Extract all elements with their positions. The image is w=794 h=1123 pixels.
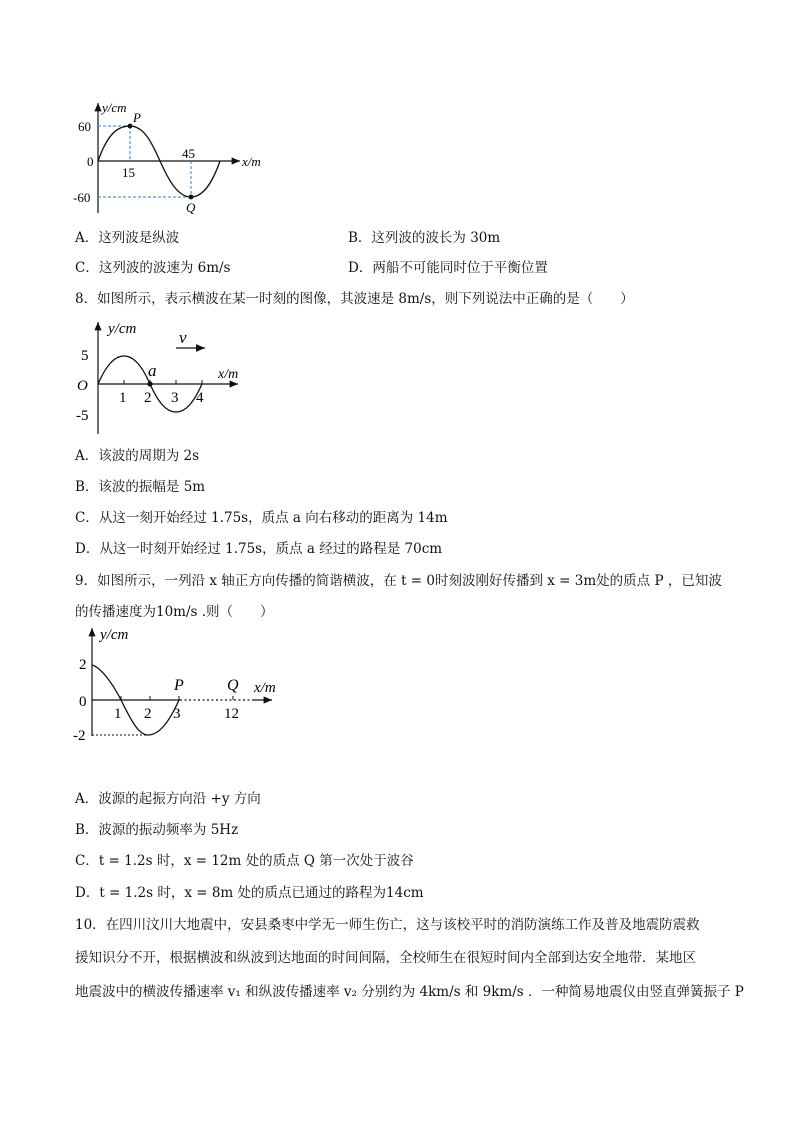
- tick-45: 45: [182, 146, 195, 161]
- q10-line2: 援知识分不开，根据横波和纵波到达地面的时间间隔，全校师生在很短时间内全部到达安全地带．某地区: [75, 950, 696, 966]
- q8-option-a: A．该波的周期为 2s: [75, 448, 200, 464]
- tick-0: 0: [87, 154, 94, 169]
- label-p: P: [174, 677, 184, 694]
- tick-x12: 12: [224, 706, 239, 722]
- label-a: a: [148, 361, 157, 380]
- wave-figure-q7: [70, 95, 280, 220]
- q9-option-b: B．波源的振动频率为 5Hz: [75, 822, 239, 838]
- tick-x2: 2: [144, 706, 152, 722]
- x-axis-label: x/m: [218, 367, 239, 382]
- q7-option-d: D．两船不可能同时位于平衡位置: [348, 260, 548, 276]
- point-p-dot: [128, 124, 133, 129]
- q7-option-c: C．这列波的波速为 6m/s: [75, 260, 231, 276]
- origin-label: O: [77, 378, 88, 394]
- x-axis-label: x/m: [254, 680, 276, 696]
- q9-option-a: A．波源的起振方向沿 +y 方向: [75, 791, 261, 807]
- tick-5: 5: [81, 348, 89, 364]
- label-q: Q: [227, 677, 239, 694]
- tick-0: 0: [79, 694, 87, 710]
- q9-stem-line1: 9．如图所示，一列沿 x 轴正方向传播的简谐横波，在 t = 0时刻波刚好传播到 x = 3m处的质点 P ，已知波: [75, 573, 722, 589]
- q8-option-b: B．该波的振幅是 5m: [75, 479, 206, 495]
- tick-15: 15: [122, 165, 135, 180]
- y-axis-label: y/cm: [108, 321, 137, 337]
- q8-stem: 8．如图所示，表示横波在某一时刻的图像，其波速是 8m/s，则下列说法中正确的是（ ）: [75, 291, 634, 307]
- q10-line3: 地震波中的横波传播速率 v₁ 和纵波传播速率 v₂ 分别约为 4km/s 和 9km/s ．一种简易地震仪由竖直弹簧振子 P: [75, 984, 744, 1000]
- q9-option-d: D．t = 1.2s 时，x = 8m 处的质点已通过的路程为14cm: [75, 885, 424, 901]
- q10-line1: 10．在四川汶川大地震中，安县桑枣中学无一师生伤亡，这与该校平时的消防演练工作及普及地震防震救: [75, 917, 700, 933]
- q8-option-d: D．从这一时刻开始经过 1.75s，质点 a 经过的路程是 70cm: [75, 541, 443, 557]
- x-axis-label: x/m: [242, 154, 261, 169]
- tick-3: 3: [171, 390, 179, 406]
- tick-neg5: -5: [76, 408, 89, 424]
- velocity-label: v: [179, 328, 187, 347]
- tick-neg60: -60: [73, 190, 91, 205]
- tick-60: 60: [78, 119, 91, 134]
- point-q-dot: [189, 195, 194, 200]
- tick-1: 1: [119, 390, 127, 406]
- q7-option-a: A．这列波是纵波: [75, 230, 180, 246]
- q9-option-c: C．t = 1.2s 时，x = 12m 处的质点 Q 第一次处于波谷: [75, 853, 414, 869]
- tick-4: 4: [196, 390, 204, 406]
- y-axis-label: y/cm: [100, 627, 129, 643]
- q9-stem-line2: 的传播速度为10m/s .则（ ）: [75, 604, 274, 620]
- tick-2: 2: [79, 657, 87, 673]
- point-a-dot: [147, 381, 152, 386]
- q7-option-b: B．这列波的波长为 30m: [348, 230, 501, 246]
- wave-figure-q9: [72, 624, 287, 749]
- tick-x3: 3: [173, 706, 181, 722]
- label-q: Q: [186, 200, 196, 215]
- label-p: P: [133, 110, 141, 125]
- tick-x1: 1: [114, 706, 122, 722]
- q8-option-c: C．从这一刻开始经过 1.75s，质点 a 向右移动的距离为 14m: [75, 510, 448, 526]
- wave-figure-q8: [72, 316, 252, 438]
- tick-2: 2: [144, 390, 152, 406]
- y-axis-label: y/cm: [102, 100, 127, 115]
- tick-neg2: -2: [73, 728, 86, 744]
